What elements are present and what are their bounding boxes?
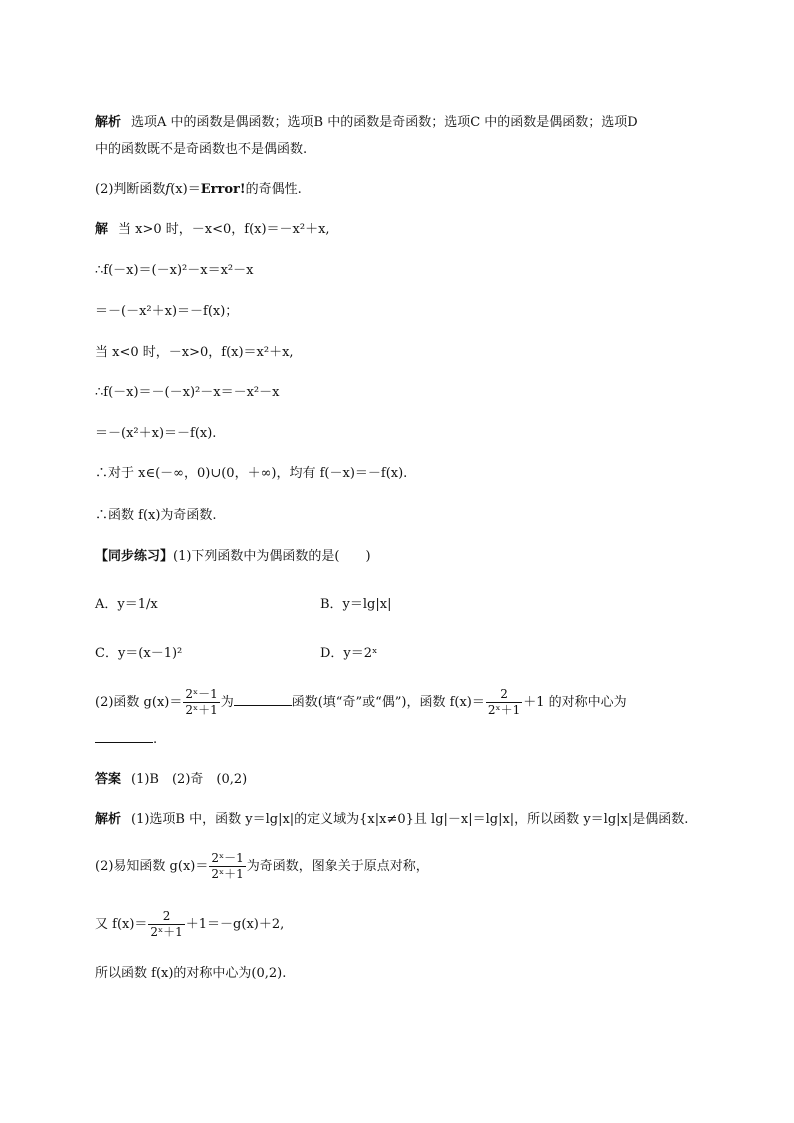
practice-question-2-cont xyxy=(95,730,157,749)
q2-period: . xyxy=(153,732,158,747)
option-a-text: A．y＝1/x xyxy=(95,597,158,612)
g-fraction-denominator: 2ˣ＋1 xyxy=(185,703,218,717)
g-fraction-2-denominator: 2ˣ＋1 xyxy=(211,867,244,881)
q2-middle: 函数(填“奇”或“偶”)，函数 f(x)＝ xyxy=(291,695,485,710)
q2-lead: (2)函数 g(x)＝ xyxy=(95,695,183,710)
f-fraction xyxy=(486,688,522,717)
analysis-text: 选项A 中的函数是偶函数；选项B 中的函数是奇函数；选项C 中的函数是偶函数；选项D xyxy=(131,115,638,130)
solution-line-8 xyxy=(95,507,217,525)
option-a xyxy=(95,596,158,614)
solution-line-2 xyxy=(95,262,253,280)
analysis-paragraph-1 xyxy=(95,114,638,132)
solution-text-2: ∴f(－x)＝(－x)²－x＝x²－x xyxy=(95,263,254,278)
f-fraction-denominator: 2ˣ＋1 xyxy=(487,703,521,717)
practice-question-2 xyxy=(95,686,627,720)
option-c xyxy=(95,645,182,663)
practice-question-1 xyxy=(95,548,371,566)
answer-blank-1[interactable] xyxy=(234,693,292,706)
solution-text-6: ＝－(x²＋x)＝－f(x). xyxy=(95,426,217,441)
question-2-error: Error! xyxy=(200,182,246,197)
f-fraction-2-denominator: 2ˣ＋1 xyxy=(150,925,183,939)
practice-question-text: (1)下列函数中为偶函数的是( ) xyxy=(173,549,371,564)
solution-line-1 xyxy=(95,221,330,239)
f-fraction-2 xyxy=(148,910,184,939)
g-fraction-2-numerator: 2ˣ－1 xyxy=(211,851,244,865)
analysis-3-tail: ＋1＝－g(x)＋2, xyxy=(185,917,285,932)
g-fraction-2 xyxy=(209,852,245,881)
solution-text-1: 当 x>0 时，－x<0，f(x)＝－x²＋x, xyxy=(118,222,330,237)
practice-tag: 【同步练习】 xyxy=(95,549,174,564)
answer-label: 答案 xyxy=(95,772,122,787)
analysis-2-label: 解析 xyxy=(95,812,122,827)
question-2-lead: (2)判断函数 xyxy=(95,182,166,197)
answer-line xyxy=(95,771,247,789)
question-2-f: f xyxy=(165,182,171,197)
g-fraction-numerator: 2ˣ－1 xyxy=(185,687,218,701)
solution-text-5: ∴f(－x)＝－(－x)²－x＝－x²－x xyxy=(95,385,280,400)
solution-text-8: ∴函数 f(x)为奇函数. xyxy=(95,508,217,523)
solution-line-5 xyxy=(95,384,279,402)
analysis-3-lead: 又 f(x)＝ xyxy=(95,917,148,932)
analysis-text-2: 中的函数既不是奇函数也不是偶函数. xyxy=(95,142,308,157)
option-b xyxy=(320,596,391,614)
answer-blank-2[interactable] xyxy=(95,730,153,743)
q2-tail: ＋1 的对称中心为 xyxy=(523,695,627,710)
analysis-line-2 xyxy=(95,850,429,884)
question-2-eq: ＝ xyxy=(187,182,201,197)
f-fraction-numerator: 2 xyxy=(486,688,522,703)
analysis-4-text: 所以函数 f(x)的对称中心为(0,2). xyxy=(95,966,287,981)
solution-text-7: ∴对于 x∈(－∞，0)∪(0，＋∞)，均有 f(－x)＝－f(x). xyxy=(95,466,408,481)
option-d xyxy=(320,645,378,663)
question-2-x: (x) xyxy=(170,182,188,197)
answer-text: (1)B (2)奇 (0,2) xyxy=(131,772,248,787)
analysis-2-text-1: (1)选项B 中，函数 y＝lg|x|的定义域为{x|x≠0}且 lg|－x|＝lg|x|，所以函数 y＝lg|x|是偶函数. xyxy=(131,812,689,827)
solution-line-6 xyxy=(95,425,216,443)
q2-wei: 为 xyxy=(220,695,234,710)
solution-text-3: ＝－(－x²＋x)＝－f(x)； xyxy=(95,304,239,319)
f-fraction-2-numerator: 2 xyxy=(148,910,184,925)
analysis-2-lead: (2)易知函数 g(x)＝ xyxy=(95,859,209,874)
solution-line-4 xyxy=(95,344,294,362)
analysis-line-3 xyxy=(95,908,284,942)
question-2-tail: 的奇偶性. xyxy=(245,182,302,197)
question-2 xyxy=(95,181,302,199)
option-d-text: D．y＝2ˣ xyxy=(320,646,378,661)
solution-line-7 xyxy=(95,465,407,483)
analysis-2-tail: 为奇函数，图象关于原点对称， xyxy=(246,859,429,874)
option-b-text: B．y＝lg|x| xyxy=(320,597,392,612)
option-c-text: C．y＝(x－1)² xyxy=(95,646,183,661)
solution-line-3 xyxy=(95,303,238,321)
analysis-label: 解析 xyxy=(95,115,122,130)
analysis-paragraph-1-cont xyxy=(95,141,307,159)
analysis-line-1 xyxy=(95,811,688,829)
solution-text-4: 当 x<0 时，－x>0，f(x)＝x²＋x, xyxy=(95,345,294,360)
g-fraction xyxy=(183,688,219,717)
solution-label: 解 xyxy=(95,222,109,237)
analysis-line-4 xyxy=(95,965,286,983)
